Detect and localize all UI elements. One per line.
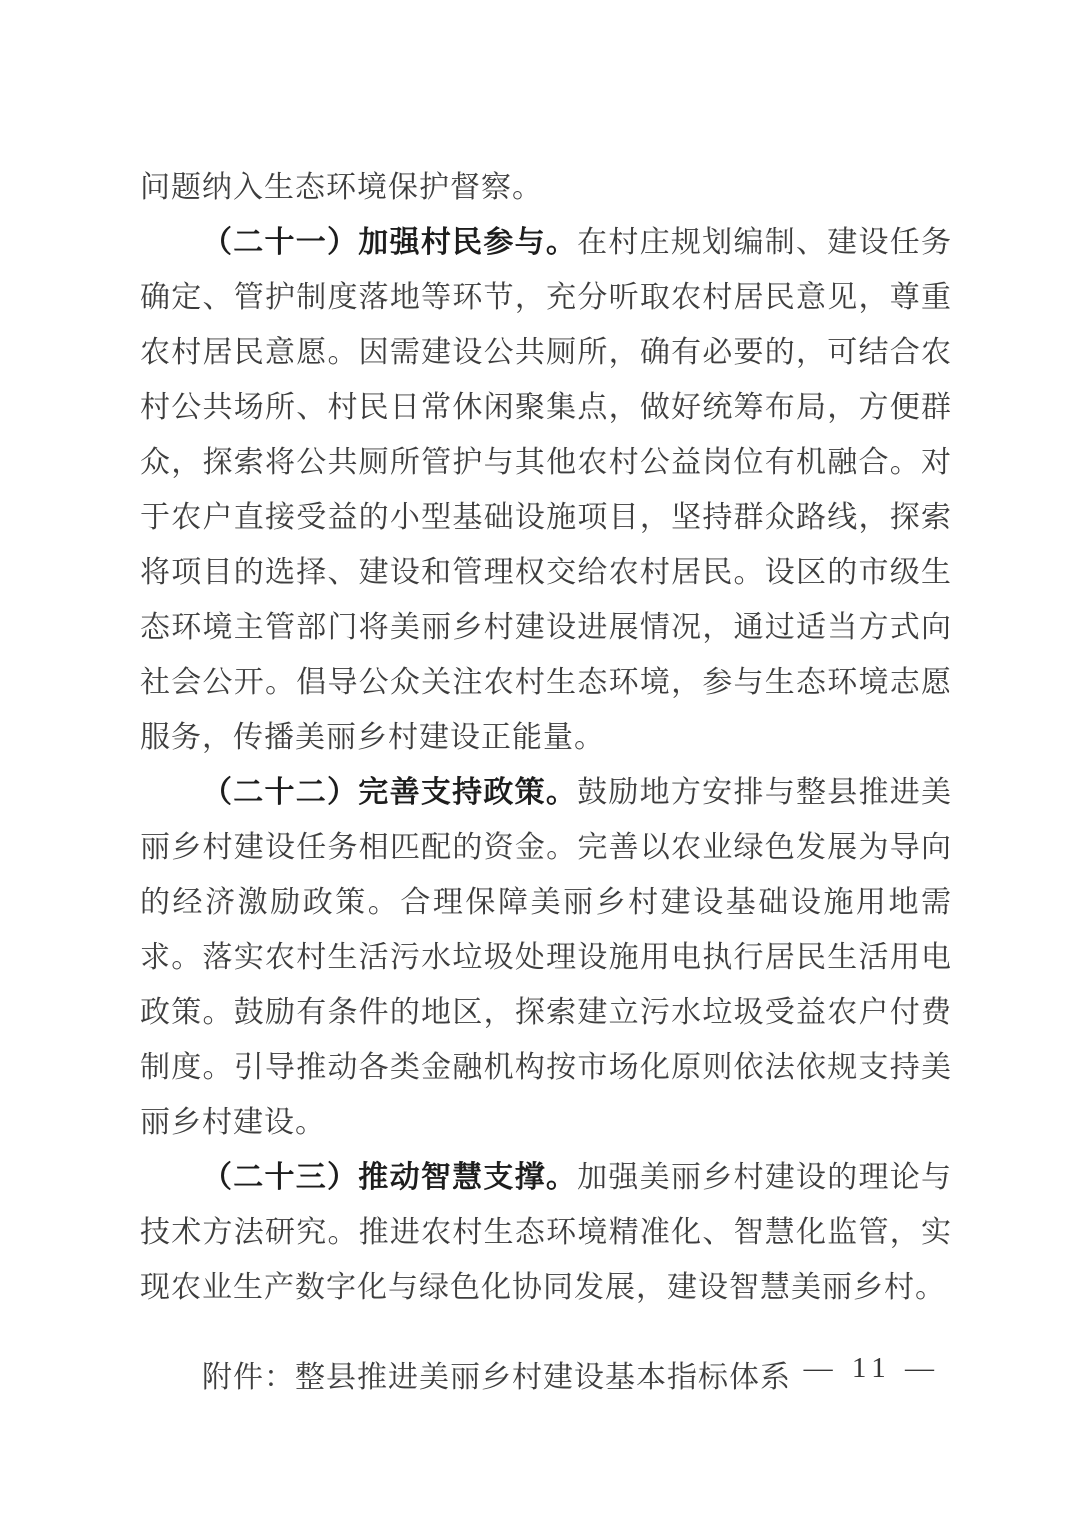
paragraph-text: 鼓励地方安排与整县推进美丽乡村建设任务相匹配的资金。完善以农业绿色发展为导向的经济激励政策。合理保障美丽乡村建设基础设施用地需求。落实农村生活污水垃圾处理设施用电执行居民生活用电政策。鼓励有条件的地区，探索建立污水垃圾受益农户付费制度。引导推动各类金融机构按市场化原则依法依规支持美丽乡村建设。: [140, 776, 953, 1139]
paragraph-text: 问题纳入生态环境保护督察。: [140, 171, 543, 204]
document-body: [140, 160, 952, 1405]
section-heading: （二十三）推动智慧支撑。: [202, 1161, 578, 1194]
attachment-text: 附件：整县推进美丽乡村建设基本指标体系: [202, 1361, 791, 1394]
section-heading: （二十一）加强村民参与。: [202, 226, 578, 259]
body-paragraph: [140, 765, 952, 1150]
paragraph-text: 在村庄规划编制、建设任务确定、管护制度落地等环节，充分听取农村居民意见，尊重农村居民意愿。因需建设公共厕所，确有必要的，可结合农村公共场所、村民日常休闲聚集点，做好统筹布局，方便群众，探索将公共厕所管护与其他农村公益岗位有机融合。对于农户直接受益的小型基础设施项目，坚持群众路线，探索将项目的选择、建设和管理权交给农村居民。设区的市级生态环境主管部门将美丽乡村建设进展情况，通过适当方式向社会公开。倡导公众关注农村生态环境，参与生态环境志愿服务，传播美丽乡村建设正能量。: [140, 226, 953, 754]
page-number: — 11 —: [803, 1352, 940, 1384]
paragraph-text: 加强美丽乡村建设的理论与技术方法研究。推进农村生态环境精准化、智慧化监管，实现农业生产数字化与绿色化协同发展，建设智慧美丽乡村。: [140, 1161, 953, 1304]
section-heading: （二十二）完善支持政策。: [202, 776, 578, 809]
body-paragraph: [140, 1150, 952, 1315]
body-paragraph: [140, 160, 952, 215]
body-paragraph: [140, 215, 952, 765]
